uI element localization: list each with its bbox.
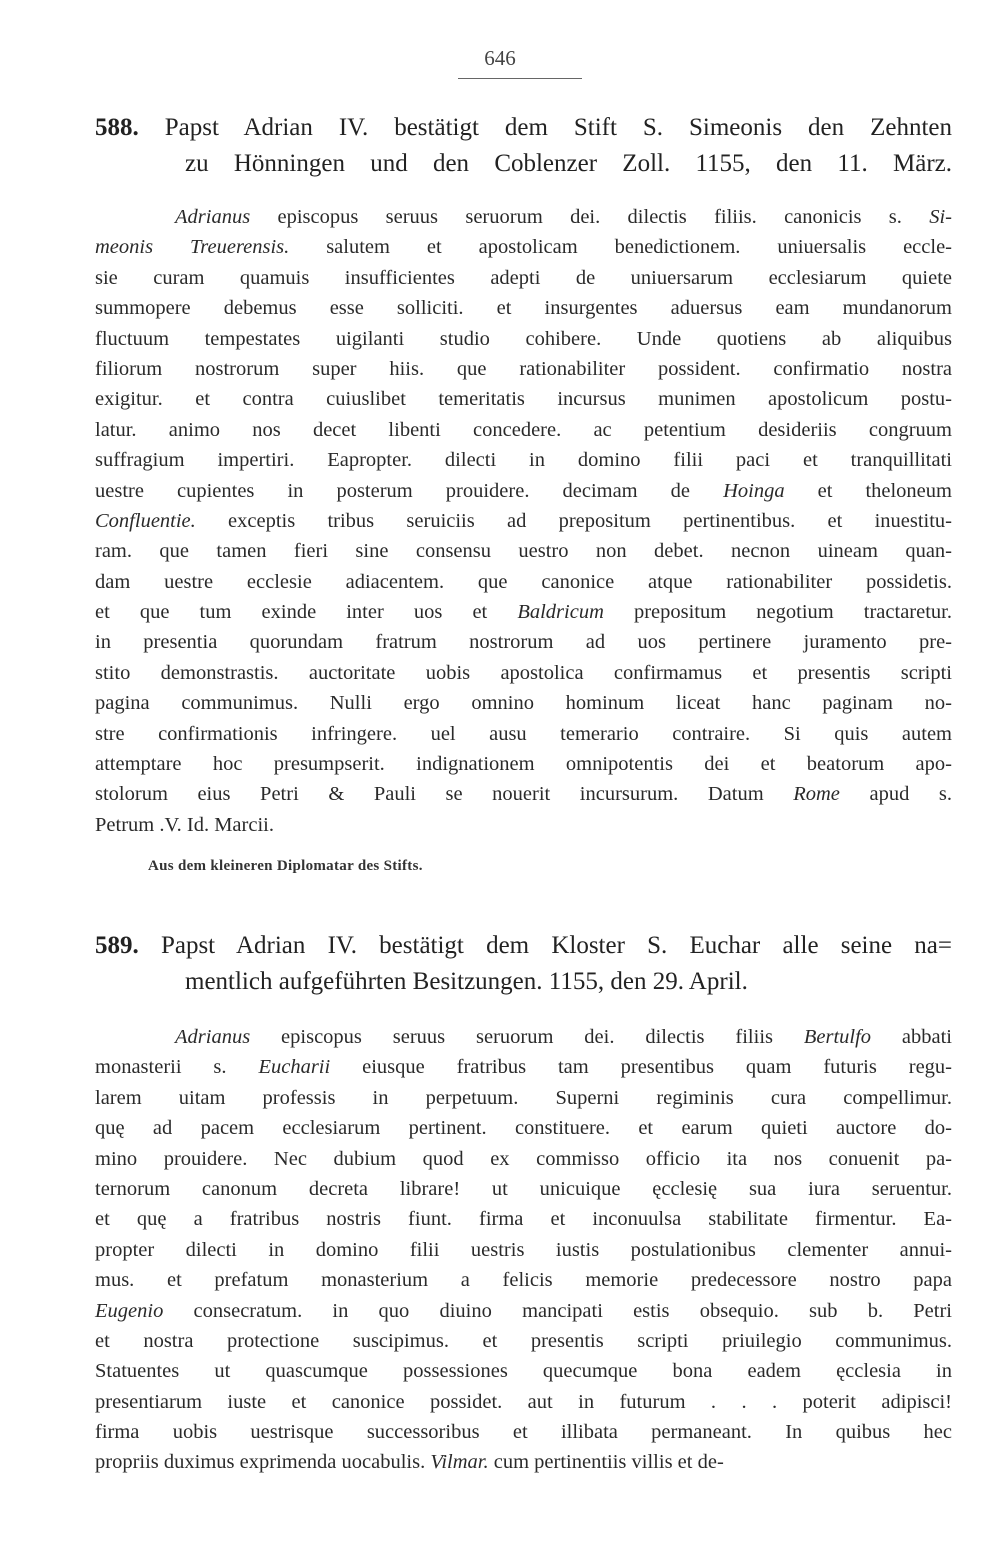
text-line: [95, 1417, 952, 1447]
text-line: [95, 445, 952, 475]
text-segment: pagina communimus. Nulli ergo omnino hominum liceat hanc paginam no-: [95, 692, 952, 715]
text-line: [95, 1052, 952, 1082]
document-588-heading: [95, 110, 952, 182]
text-segment: episcopus seruus seruorum dei. dilectis filiis. canonicis s.: [250, 206, 930, 228]
text-segment: sie curam quamuis insufficientes adepti de uniuersarum ecclesiarum quiete: [95, 266, 952, 289]
italic-name: Si-: [929, 206, 952, 228]
text-segment: propter dilecti in domino filii uestris iustis postulationibus clementer annui-: [95, 1238, 952, 1261]
text-segment: monasterii s.: [95, 1056, 259, 1079]
text-segment: stolorum eius Petri & Pauli se nouerit incursurum. Datum: [95, 783, 794, 806]
text-line: [95, 1113, 952, 1143]
document-589-body: [95, 1022, 952, 1478]
text-segment: cum pertinentiis villis et de-: [488, 1451, 724, 1474]
text-segment: ram. que tamen fieri sine consensu uestro non debet. necnon uineam quan-: [95, 540, 952, 563]
heading-line-1: Papst Adrian IV. bestätigt dem Stift S. Simeonis den Zehnten: [164, 114, 953, 141]
text-segment: mus. et prefatum monasterium a felicis memorie predecessore nostro papa: [95, 1269, 952, 1292]
text-line: [95, 1265, 952, 1295]
text-segment: ternorum canonum decreta librare! ut unicuique ęcclesię sua iura seruentur.: [95, 1177, 952, 1200]
text-line: [95, 1144, 952, 1174]
text-line: [95, 567, 952, 597]
italic-name: Rome: [793, 783, 840, 806]
text-line: [95, 597, 952, 627]
italic-name: Adrianus: [175, 206, 251, 228]
text-segment: exceptis tribus seruiciis ad prepositum pertinentibus. et inuestitu-: [195, 509, 952, 532]
text-line: [95, 415, 952, 445]
italic-name: meonis Treuerensis.: [95, 236, 290, 259]
text-line: [95, 232, 952, 262]
document-588-body: [95, 202, 952, 840]
text-segment: quę ad pacem ecclesiarum pertinent. constituere. et earum quieti auctore do-: [95, 1117, 952, 1140]
text-segment: et quę a fratribus nostris fiunt. firma et inconuulsa stabilitate firmentur. Ea-: [95, 1208, 952, 1231]
text-line: [95, 627, 952, 657]
text-segment: suffragium impertiri. Eapropter. dilecti in domino filii paci et tranquillitati: [95, 449, 952, 472]
text-line: [95, 1204, 952, 1234]
text-line: [95, 384, 952, 414]
text-line: [95, 202, 952, 232]
document-number: 589.: [95, 932, 139, 959]
text-segment: eiusque fratribus tam presentibus quam futuris regu-: [330, 1056, 953, 1079]
text-line: [95, 810, 952, 840]
text-segment: abbati: [871, 1026, 952, 1048]
text-segment: et nostra protectione suscipimus. et presentis scripti priuilegio communimus.: [95, 1329, 952, 1352]
text-line: [95, 354, 952, 384]
text-line: [95, 1387, 952, 1417]
text-segment: propriis duximus exprimenda uocabulis.: [95, 1451, 431, 1474]
text-line: [95, 779, 952, 809]
text-segment: episcopus seruus seruorum dei. dilectis filiis: [250, 1026, 804, 1048]
text-segment: filiorum nostrorum super hiis. que rationabiliter possident. confirmatio nostra: [95, 357, 952, 380]
text-segment: fluctuum tempestates uigilanti studio cohibere. Unde quotiens ab aliquibus: [95, 327, 952, 350]
text-segment: attemptare hoc presumpserit. indignationem omnipotentis dei et beatorum apo-: [95, 753, 952, 776]
text-line: [95, 749, 952, 779]
italic-name: Vilmar.: [430, 1451, 489, 1474]
text-segment: apud s.: [839, 783, 953, 806]
text-segment: latur. animo nos decet libenti concedere. ac petentium desideriis congruum: [95, 418, 952, 441]
text-segment: in presentia quorundam fratrum nostrorum ad uos pertinere juramento pre-: [95, 631, 952, 654]
text-segment: et que tum exinde inter uos et: [95, 601, 518, 624]
text-segment: presentiarum iuste et canonice possidet. aut in futurum . . . poterit adipisci!: [95, 1390, 952, 1413]
document-number: 588.: [95, 114, 139, 141]
italic-name: Eugenio: [95, 1299, 164, 1322]
italic-name: Adrianus: [175, 1026, 251, 1048]
heading-line-1: Papst Adrian IV. bestätigt dem Kloster S. Euchar alle seine na=: [160, 932, 952, 959]
text-line: [95, 293, 952, 323]
source-note: Aus dem kleineren Diplomatar des Stifts.: [148, 858, 423, 874]
text-line: [95, 1447, 952, 1477]
text-line: [95, 1022, 952, 1052]
text-line: [95, 688, 952, 718]
document-589-heading: [95, 928, 952, 1000]
italic-name: Hoinga: [723, 479, 785, 502]
italic-name: Eucharii: [258, 1056, 331, 1079]
text-line: [95, 1235, 952, 1265]
text-segment: firma uobis uestrisque successoribus et illibata permaneant. In quibus hec: [95, 1421, 952, 1444]
text-segment: Statuentes ut quascumque possessiones quecumque bona eadem ęcclesia in: [95, 1360, 952, 1383]
italic-name: Bertulfo: [803, 1026, 872, 1048]
heading-line-2: mentlich aufgeführten Besitzungen. 1155, den 29. April.: [185, 968, 748, 995]
text-segment: salutem et apostolicam benedictionem. uniuersalis eccle-: [289, 236, 952, 259]
text-segment: summopere debemus esse solliciti. et insurgentes aduersus eam mundanorum: [95, 297, 952, 320]
text-segment: uestre cupientes in posterum prouidere. decimam de: [95, 479, 724, 502]
text-segment: et theloneum: [784, 479, 952, 502]
text-segment: prepositum negotium tractaretur.: [603, 601, 952, 624]
page-number: 646: [484, 46, 516, 70]
text-segment: larem uitam professis in perpetuum. Superni regiminis cura compellimur.: [95, 1086, 952, 1109]
italic-name: Confluentie.: [95, 509, 196, 532]
text-segment: exigitur. et contra cuiuslibet temeritatis incursus munimen apostolicum postu-: [95, 388, 952, 411]
text-line: [95, 719, 952, 749]
text-segment: stre confirmationis infringere. uel ausu temerario contraire. Si quis autem: [95, 722, 952, 745]
text-line: [95, 506, 952, 536]
text-line: [95, 1356, 952, 1386]
text-line: [95, 536, 952, 566]
text-segment: dam uestre ecclesie adiacentem. que canonice atque rationabiliter possidetis.: [95, 570, 952, 593]
text-line: [95, 324, 952, 354]
text-line: [95, 263, 952, 293]
italic-name: Baldricum: [517, 601, 604, 624]
header-rule: [458, 78, 582, 79]
text-segment: mino prouidere. Nec dubium quod ex commisso officio ita nos conuenit pa-: [95, 1147, 952, 1170]
text-line: [95, 1174, 952, 1204]
text-line: [95, 1326, 952, 1356]
text-line: [95, 1296, 952, 1326]
text-line: [95, 1083, 952, 1113]
text-segment: consecratum. in quo diuino mancipati estis obsequio. sub b. Petri: [163, 1299, 952, 1322]
text-segment: Petrum .V. Id. Marcii.: [95, 813, 274, 836]
text-line: [95, 658, 952, 688]
text-segment: stito demonstrastis. auctoritate uobis apostolica confirmamus et presentis scripti: [95, 661, 952, 684]
heading-line-2: zu Hönningen und den Coblenzer Zoll. 1155, den 11. März.: [185, 150, 952, 177]
text-line: [95, 476, 952, 506]
